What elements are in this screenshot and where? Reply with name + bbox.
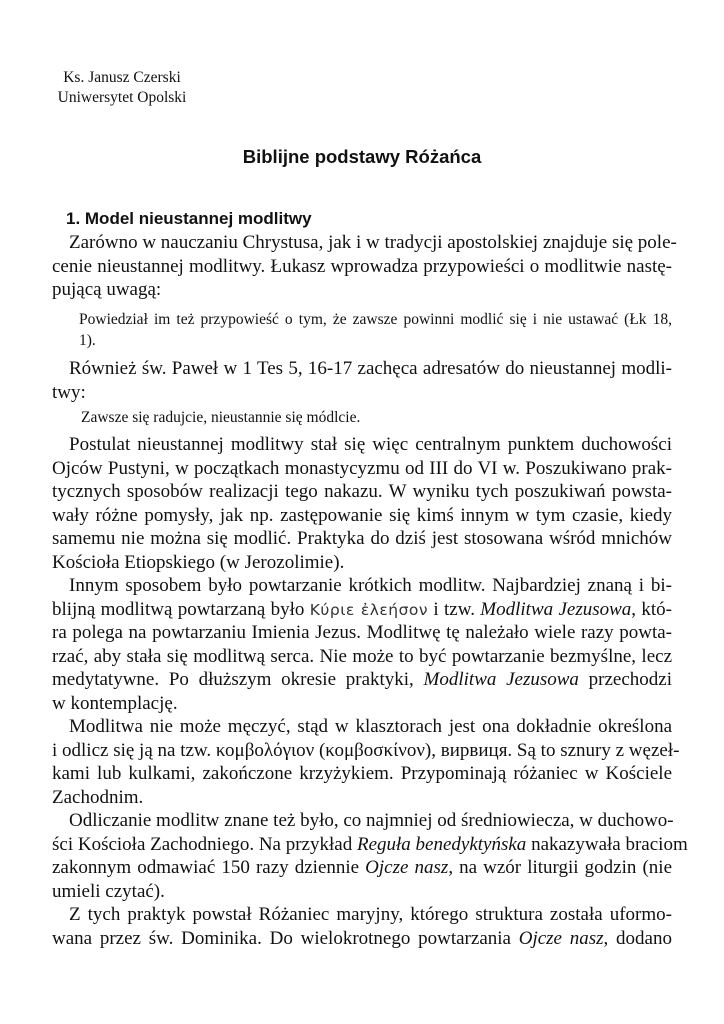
text-line: Ojców Pustyni, w początkach monastycyzmu od III do VI w. Poszukiwano prak- (52, 457, 672, 479)
paragraph-1 (52, 231, 677, 302)
paragraph-3 (52, 433, 672, 574)
text-run: i tzw. (428, 598, 481, 620)
author-block (52, 68, 192, 108)
text-line: kami lub kulkami, zakończone krzyżykiem. Przypominają różaniec w Kościele (52, 763, 672, 784)
text-line: w kontemplację. (52, 692, 178, 714)
text-run: ści Kościoła Zachodniego. Na przykład (52, 833, 357, 855)
block-quote-1 (79, 309, 672, 351)
italic-term: Modlitwa Jezusowa (480, 598, 632, 620)
text-line: Odliczanie modlitw znane też było, co najmniej od średniowiecza, w duchowo- (69, 810, 674, 831)
quote-line: 1). (79, 332, 96, 349)
paragraph-7 (52, 903, 672, 950)
text-run: przechodzi (578, 669, 672, 690)
document-title: Biblijne podstawy Różańca (242, 146, 482, 167)
text-run: , na wzór liturgii godzin (nie (448, 857, 672, 878)
text-line (52, 668, 672, 692)
text-line: Modlitwa nie może męczyć, stąd w klasztorach jest ona dokładnie określona (69, 716, 672, 737)
text-line: cenie nieustannej modlitwy. Łukasz wprowadza przypowieści o modlitwie nastę- (52, 255, 672, 277)
text-line: Zarówno w nauczaniu Chrystusa, jak i w tradycji apostolskiej znajduje się pole- (69, 232, 677, 253)
author-affiliation: Uniwersytet Opolski (57, 89, 187, 106)
paragraph-6 (52, 809, 688, 903)
text-run: wana przez św. Dominika. Do wielokrotnego powtarzania (52, 927, 519, 949)
text-run: , dodano (603, 927, 672, 949)
author-name: Ks. Janusz Czerski (63, 69, 181, 86)
italic-term: Modlitwa Jezusowa (423, 669, 579, 690)
text-line: i odlicz się ją na tzw. κομβολόγιον (κομβοσκίνον), вирвиця. Są to sznury z węzeł- (52, 739, 680, 761)
italic-term: Ojcze nasz (518, 927, 604, 949)
paragraph-5 (52, 715, 680, 809)
text-line: Kościoła Etiopskiego (w Jerozolimie). (52, 551, 345, 573)
paragraph-4 (52, 574, 672, 715)
text-line: rzać, aby stała się modlitwą serca. Nie może to być powtarzanie bezmyślne, lecz (52, 645, 672, 667)
text-line: pującą uwagą: (52, 279, 162, 300)
block-quote-2 (81, 407, 674, 428)
text-line (52, 856, 672, 880)
text-run: zakonnym odmawiać 150 razy dziennie (52, 857, 366, 878)
text-line: tycznych sposobów realizacji tego nakazu. W wyniku tych poszukiwań powsta- (52, 481, 672, 502)
section-heading: 1. Model nieustannej modlitwy (66, 209, 312, 228)
quote-line: Zawsze się radujcie, nieustannie się módlcie. (81, 409, 361, 426)
text-line: wały różne pomysły, jak np. zastępowanie się kimś innym w tym czasie, kiedy (52, 504, 672, 526)
text-run: medytatywne. Po dłuższym okresie praktyki, (52, 669, 424, 690)
text-run: nakazywała braciom (526, 833, 688, 855)
text-line: Z tych praktyk powstał Różaniec maryjny, którego struktura została uformo- (69, 904, 672, 925)
text-line (52, 598, 672, 622)
text-line: Zachodnim. (52, 786, 144, 808)
italic-term: Reguła benedyktyńska (356, 833, 527, 855)
paragraph-2 (52, 357, 672, 404)
text-run: blijną modlitwą powtarzaną było (52, 598, 310, 620)
italic-term: Ojcze nasz (365, 857, 449, 878)
text-line: umieli czytać). (52, 880, 165, 902)
greek-phrase: Κύριε ἐλεήσον (309, 600, 429, 619)
text-line (52, 833, 688, 857)
text-line: samemu nie można się modlić. Praktyka do dziś jest stosowana wśród mnichów (52, 528, 672, 549)
text-line: ra polega na powtarzaniu Imienia Jezus. Modlitwę tę należało wiele razy powta- (52, 622, 672, 643)
text-line: Postulat nieustannej modlitwy stał się więc centralnym punktem duchowości (69, 434, 672, 455)
text-line: Również św. Paweł w 1 Tes 5, 16-17 zachęca adresatów do nieustannej modli- (69, 358, 672, 379)
text-line (52, 927, 672, 951)
text-run: , któ- (631, 598, 672, 620)
quote-line: Powiedział im też przypowieść o tym, że zawsze powinni modlić się i nie ustawać (Łk 18, (79, 311, 672, 328)
text-line: twy: (52, 381, 86, 403)
text-line: Innym sposobem było powtarzanie krótkich modlitw. Najbardziej znaną i bi- (69, 575, 672, 596)
